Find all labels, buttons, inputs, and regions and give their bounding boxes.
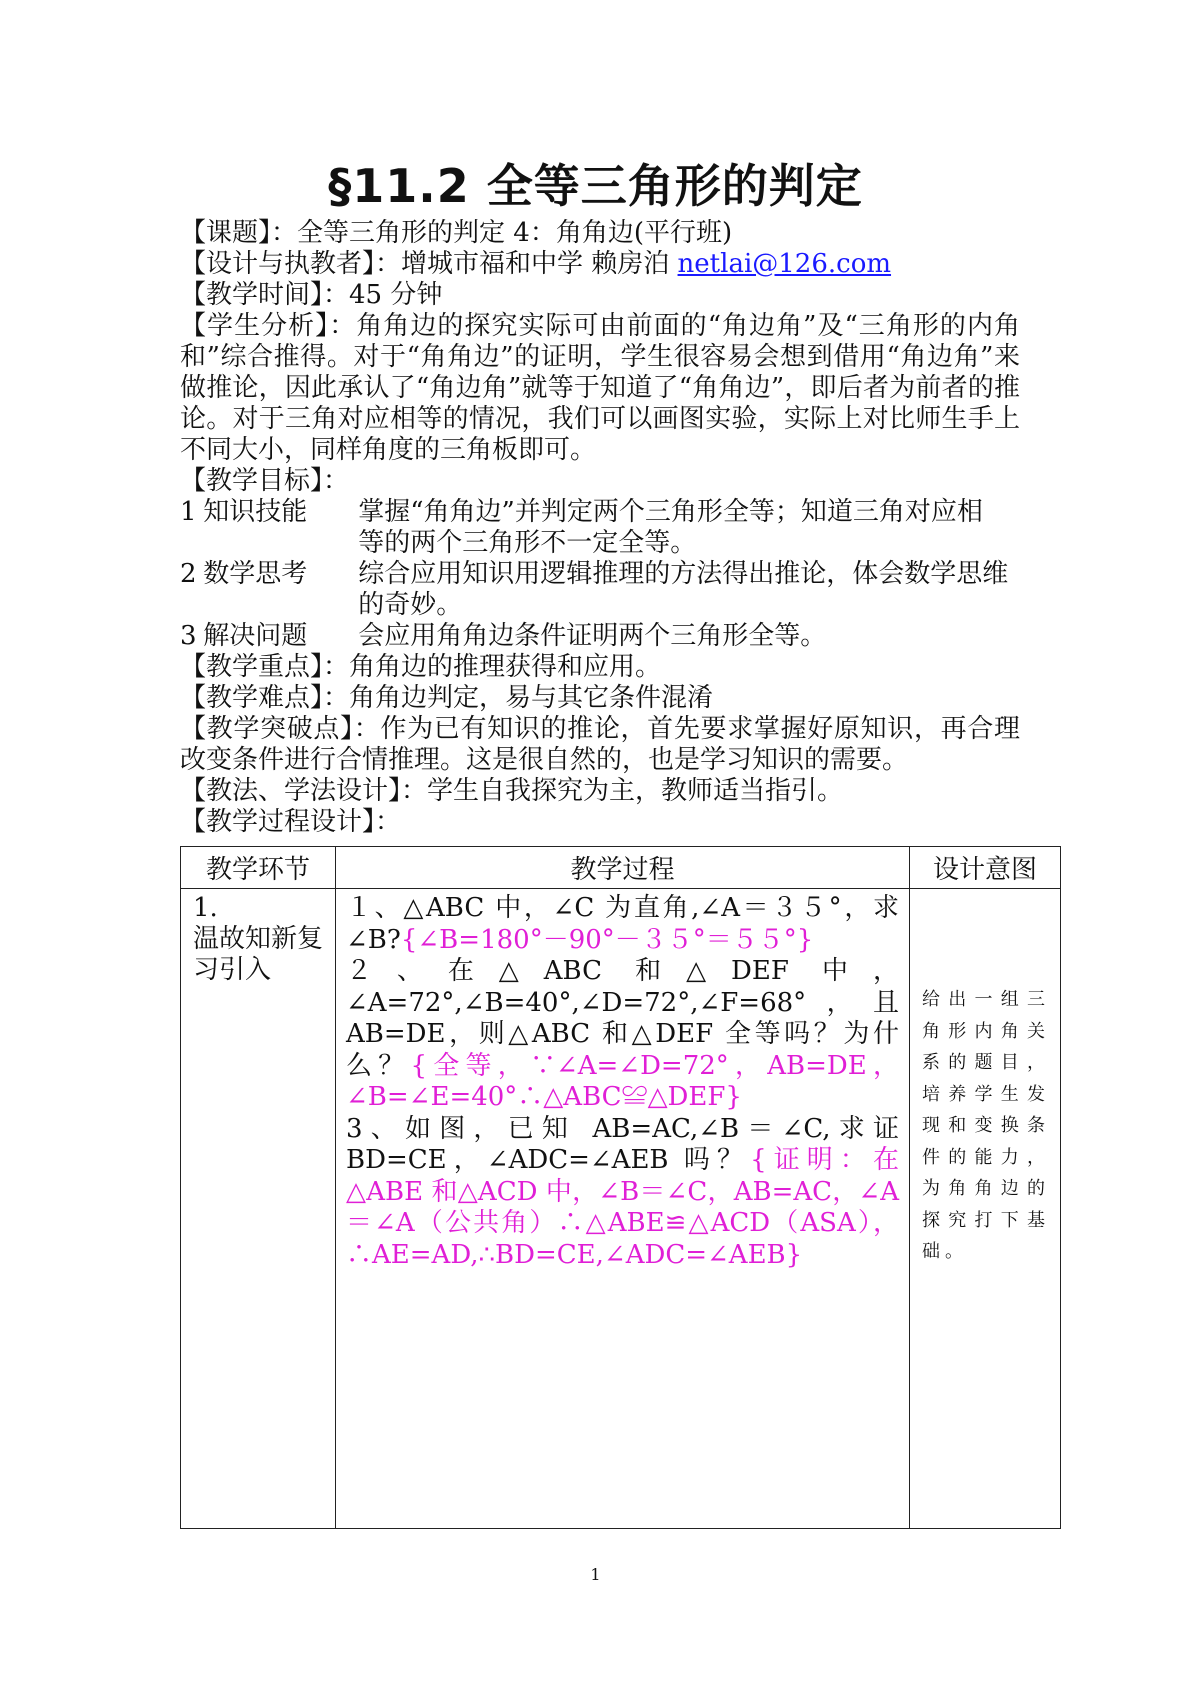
answer-1: {∠B=180°－90°－３５°＝５５°} [400, 924, 814, 955]
goals-heading: 【教学目标】： [180, 466, 350, 496]
topic-text: 全等三角形的判定 4：角角边(平行班) [297, 218, 733, 248]
breakthrough-paragraph [180, 714, 1020, 776]
lesson-meta [180, 218, 1020, 838]
difficulty-text: 角角边判定，易与其它条件混淆 [349, 683, 714, 713]
designer-label: 【设计与执教者】： [180, 249, 402, 279]
designer-text: 增城市福和中学 赖房泊 [401, 249, 678, 279]
goal-item [180, 497, 1020, 559]
stage-name: 温故知新复习引入 [193, 924, 324, 985]
method-text: 学生自我探究为主，教师适当指引。 [427, 776, 844, 806]
exercise-3 [346, 1114, 899, 1272]
goal-number: 2 [180, 559, 197, 589]
goal-text: 会应用角角边条件证明两个三角形全等。 [358, 621, 827, 651]
page-title: §11.2 全等三角形的判定 [328, 159, 863, 213]
exercise-2 [346, 956, 899, 1114]
topic-row [180, 218, 1020, 249]
stage-cell [181, 889, 336, 1529]
question-3: 3、如图，已知 AB=AC,∠B＝∠C,求证 BD=CE，∠ADC=∠AEB 吗？ [346, 1113, 899, 1175]
method-row [180, 776, 1020, 807]
process-table [180, 846, 1061, 1529]
time-row [180, 280, 1020, 311]
header-stage: 教学环节 [181, 847, 336, 889]
time-text: 45 分钟 [349, 280, 443, 310]
goal-label: 知识技能 [203, 497, 308, 527]
question-2: ２、在△ABC 和△DEF 中，∠A=72°,∠B=40°,∠D=72°,∠F=68°，且 AB=DE，则△ABC 和△DEF 全等吗？为什么？ [346, 956, 899, 1081]
process-heading: 【教学过程设计】： [180, 807, 402, 837]
intent-cell: 给出一组三角形内角关系的题目，培养学生发现和变换条件的能力，为角角边的探究打下基础。 [910, 889, 1061, 1529]
goal-label: 数学思考 [203, 559, 308, 589]
table-row [181, 889, 1061, 1529]
analysis-label: 【学生分析】： [180, 311, 357, 341]
header-process: 教学过程 [336, 847, 910, 889]
analysis-text: 角角边的探究实际可由前面的“角边角”及“三角形的内角和”综合推得。对于“角角边”的证明，学生很容易会想到借用“角边角”来做推论，因此承认了“角边角”就等于知道了“角角边”，即后者为前者的推论。对于三角对应相等的情况，我们可以画图实验，实际上对比师生手上不同大小，同样角度的三角板即可。 [180, 311, 1020, 465]
answer-3: {证明：在△ABE 和△ACD 中，∠B＝∠C，AB=AC，∠A＝∠A（公共角）∴△ABE≌△ACD（ASA），∴AE=AD,∴BD=CE,∠ADC=∠AEB} [346, 1145, 899, 1270]
key-point-text: 角角边的推理获得和应用。 [349, 652, 662, 682]
goal-label: 解决问题 [203, 621, 308, 651]
goal-number: 1 [180, 497, 197, 527]
difficulty-row [180, 683, 1020, 714]
question-1: １、△ABC 中，∠C 为直角,∠A＝３５°，求∠B? [346, 893, 899, 955]
goal-text: 综合应用知识用逻辑推理的方法得出推论，体会数学思维的奇妙。 [358, 559, 1009, 620]
answer-2: {全等，∵∠A=∠D=72°，AB=DE，∠B=∠E=40°∴△ABC≌△DEF} [346, 1050, 899, 1112]
key-point-row [180, 652, 1020, 683]
key-point-label: 【教学重点】： [180, 652, 350, 682]
exercise-1 [346, 893, 899, 956]
difficulty-label: 【教学难点】： [180, 683, 350, 713]
method-label: 【教法、学法设计】： [180, 776, 428, 806]
goal-item [180, 559, 1020, 621]
breakthrough-text: 作为已有知识的推论，首先要求掌握好原知识，再合理改变条件进行合情推理。这是很自然的，也是学习知识的需要。 [180, 714, 1020, 775]
topic-label: 【课题】： [180, 218, 298, 248]
goal-text: 掌握“角角边”并判定两个三角形全等；知道三角对应相等的两个三角形不一定全等。 [358, 497, 983, 558]
header-intent: 设计意图 [910, 847, 1061, 889]
breakthrough-label: 【教学突破点】： [180, 714, 381, 744]
goal-number: 3 [180, 621, 197, 651]
stage-number: 1. [193, 893, 218, 923]
table-header-row [181, 847, 1061, 889]
email-link[interactable]: netlai@126.com [677, 249, 892, 279]
designer-row [180, 249, 1020, 280]
time-label: 【教学时间】： [180, 280, 350, 310]
process-cell [336, 889, 910, 1529]
goal-item [180, 621, 1020, 652]
analysis-paragraph [180, 311, 1020, 466]
page-number: 1 [590, 1565, 601, 1584]
